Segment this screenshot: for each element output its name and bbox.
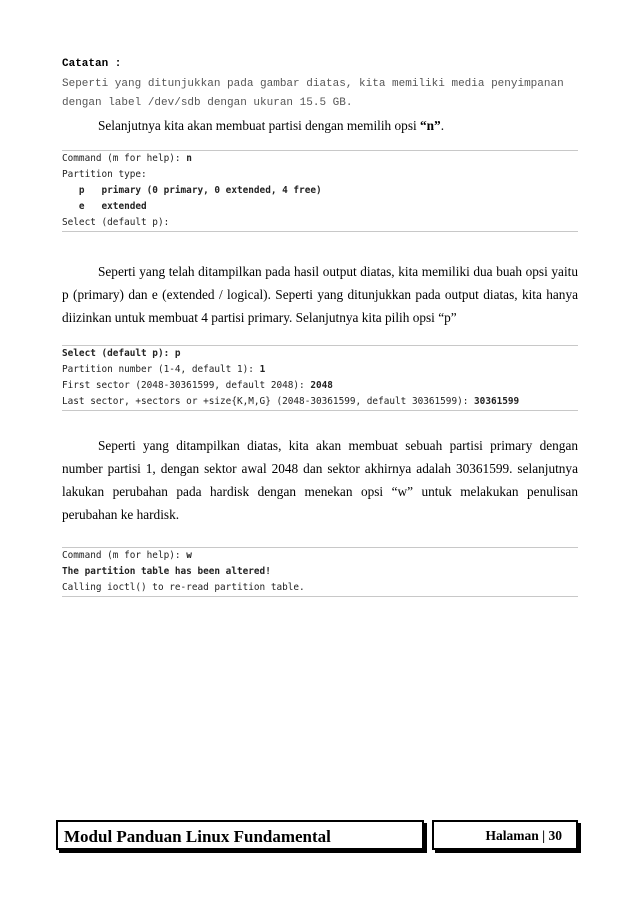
code-line: Select (default p): [62,217,170,228]
code-input: w [186,550,192,561]
code-block-3 [62,547,578,597]
code-line: p primary (0 primary, 0 extended, 4 free) [62,185,322,196]
paragraph-1-option: “n” [420,118,441,133]
code-line [62,548,578,564]
code-input: 1 [259,364,266,375]
code-input: 30361599 [474,396,520,407]
paragraph-1 [62,114,578,137]
code-line [62,151,578,167]
code-line: The partition table has been altered! [62,566,271,577]
paragraph-1-text: Selanjutnya kita akan membuat partisi dengan memilih opsi [98,118,421,133]
footer-module-title: Modul Panduan Linux Fundamental [56,820,424,850]
code-text: First sector (2048-30361599, default 2048): [62,380,311,391]
code-line: Calling ioctl() to re-read partition table. [62,582,305,593]
note-title: Catatan : [62,58,122,70]
code-input: n [186,153,192,164]
code-text: Partition number (1-4, default 1): [62,364,260,375]
code-input: 2048 [310,380,333,391]
code-text: Command (m for help): [62,153,187,164]
note-line-2: dengan label /dev/sdb dengan ukuran 15.5 GB. [62,97,353,109]
code-text: Command (m for help): [62,550,187,561]
footer-page-number: Halaman | 30 [432,820,578,850]
code-block-1 [62,150,578,232]
paragraph-3: Seperti yang ditampilkan diatas, kita akan membuat sebuah partisi primary dengan number partisi 1, dengan sektor awal 2048 dan sektor akhirnya adalah 30361599. selanjutnya lakukan perubahan pada hardisk dengan menekan opsi “w” untuk melakukan penulisan perubahan ke hardisk. [62,438,578,522]
code-line: Partition type: [62,169,147,180]
code-line [62,394,578,410]
paragraph-1-end: . [440,118,445,133]
code-block-2 [62,345,578,411]
code-line [62,378,578,394]
code-line: e extended [62,201,147,212]
code-line: Select (default p): p [62,348,181,359]
paragraph-2: Seperti yang telah ditampilkan pada hasil output diatas, kita memiliki dua buah opsi yaitu p (primary) dan e (extended / logical). Seperti yang ditunjukkan pada output diatas, kita hanya diizinkan untuk membuat 4 partisi primary. Selanjutnya kita pilih opsi “p” [62,264,578,325]
code-line [62,362,578,378]
code-text: Last sector, +sectors or +size{K,M,G} (2048-30361599, default 30361599): [62,396,475,407]
note-line-1: Seperti yang ditunjukkan pada gambar diatas, kita memiliki media penyimpanan [62,78,564,90]
